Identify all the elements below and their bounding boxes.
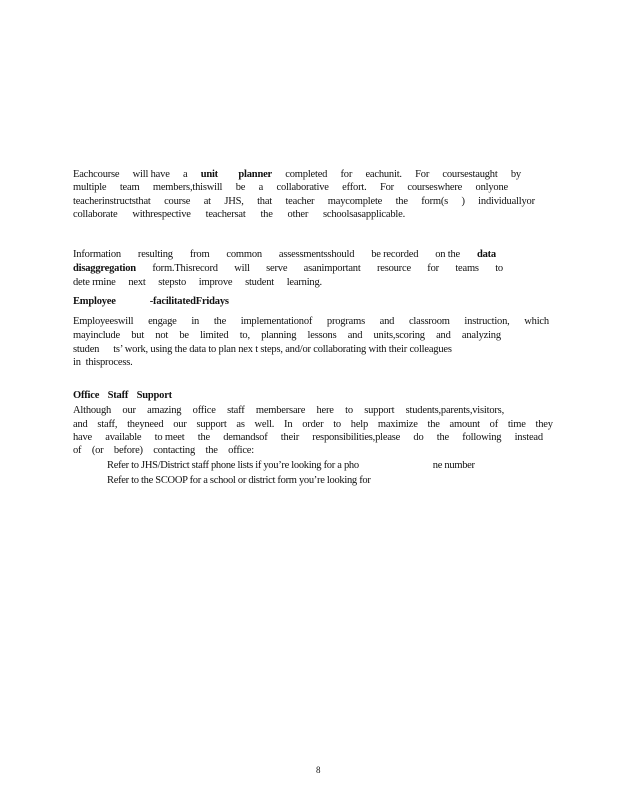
word: on the: [435, 249, 460, 260]
word: theyneed: [127, 419, 164, 430]
word: mayinclude: [73, 330, 120, 341]
heading-word: Office: [73, 390, 100, 401]
word: and: [347, 330, 363, 341]
text-line: [73, 343, 452, 356]
list-item-text: Refer to the SCOOP for a school or district form you’re looking for: [107, 475, 371, 486]
word: onlyone: [475, 182, 508, 193]
text-line: [73, 418, 553, 431]
word: amazing: [147, 405, 182, 416]
word: that: [257, 196, 273, 207]
word: engage: [148, 316, 177, 327]
word: assessmentsshould: [278, 249, 355, 260]
heading-word: Employee: [73, 296, 116, 307]
word: they: [535, 419, 553, 430]
word: following: [462, 432, 502, 443]
word: improve: [198, 277, 233, 288]
word: course: [164, 196, 191, 207]
heading-word: -facilitatedFridays: [149, 296, 229, 307]
word: teacher: [285, 196, 315, 207]
word: as: [236, 419, 245, 430]
word: for: [340, 169, 353, 180]
word: in: [73, 357, 81, 368]
word: thisprocess.: [85, 357, 133, 368]
page-number: 8: [316, 765, 321, 775]
list-item: [89, 460, 475, 471]
word: units,scoring: [373, 330, 425, 341]
word: to: [333, 419, 341, 430]
word: teams: [455, 263, 479, 274]
word: and: [73, 419, 88, 430]
word: students,parents,visitors,: [405, 405, 504, 416]
word: collaborative: [276, 182, 329, 193]
word: office: [192, 405, 216, 416]
word: not: [155, 330, 169, 341]
word: to: [495, 263, 503, 274]
word: and: [436, 330, 451, 341]
word: serve: [266, 263, 288, 274]
word: help: [350, 419, 369, 430]
word: a: [182, 169, 188, 180]
word: be: [235, 182, 246, 193]
word: which: [524, 316, 549, 327]
word: classroom: [408, 316, 450, 327]
word: be recorded: [371, 249, 419, 260]
word: the: [260, 209, 273, 220]
word: responsibilities,please: [312, 432, 401, 443]
word: next: [128, 277, 146, 288]
word: from: [189, 249, 210, 260]
word: Although: [73, 405, 112, 416]
text-line: [73, 276, 322, 289]
word: a: [258, 182, 264, 193]
word: the: [395, 196, 408, 207]
word: and: [379, 316, 395, 327]
word: by: [510, 169, 521, 180]
word: time: [507, 419, 526, 430]
word: common: [226, 249, 262, 260]
word: eachunit.: [365, 169, 402, 180]
word: here: [316, 405, 334, 416]
word: schoolsasapplicable.: [322, 209, 405, 220]
word: asanimportant: [303, 263, 361, 274]
word: our: [122, 405, 136, 416]
word: to: [345, 405, 353, 416]
text-line: [73, 356, 133, 369]
word: office:: [228, 445, 254, 456]
text-line: [73, 168, 521, 181]
word: For: [379, 182, 394, 193]
word: learning.: [286, 277, 322, 288]
word: planning: [261, 330, 297, 341]
word: before): [113, 445, 143, 456]
word: resulting: [137, 249, 173, 260]
list-item-text: ne number: [432, 460, 475, 471]
word: withrespective: [132, 209, 191, 220]
word: but: [131, 330, 145, 341]
text-line: [73, 262, 503, 275]
text-line: [73, 315, 549, 328]
word: members,thiswill: [152, 182, 223, 193]
text-line: [73, 181, 508, 194]
word: studen: [73, 344, 100, 355]
word: for: [427, 263, 439, 274]
word: courseswhere: [407, 182, 463, 193]
word: be: [179, 330, 189, 341]
text-line: [73, 431, 543, 444]
text-line: [73, 329, 501, 342]
word: Information: [73, 249, 121, 260]
text-line: [73, 208, 405, 221]
text-line: [73, 248, 496, 261]
heading-word: Support: [136, 390, 172, 401]
word: individuallyor: [478, 196, 535, 207]
word: resource: [376, 263, 411, 274]
list-item-text: Refer to JHS/District staff phone lists if you’re looking for a pho: [107, 460, 359, 471]
word: team: [119, 182, 140, 193]
word: of: [73, 445, 82, 456]
word: instruction,: [464, 316, 510, 327]
word: (or: [91, 445, 104, 456]
word: completed: [285, 169, 328, 180]
word: the: [197, 432, 210, 443]
word: well.: [254, 419, 275, 430]
word: In: [284, 419, 293, 430]
word: will: [234, 263, 250, 274]
word: staff,: [97, 419, 118, 430]
bold-term: unit planner: [200, 169, 273, 180]
word: form.Thisrecord: [152, 263, 218, 274]
word: teachersat: [205, 209, 246, 220]
word: coursestaught: [442, 169, 498, 180]
word: other: [287, 209, 309, 220]
word: support: [364, 405, 395, 416]
list-item: [89, 475, 371, 486]
word: to meet: [154, 432, 185, 443]
word: ts’ work, using the data to plan nex t steps, and/or collaborating with their colleagues: [113, 344, 452, 355]
bold-term: disaggregation: [73, 263, 136, 274]
word: analyzing: [461, 330, 501, 341]
word: staff: [227, 405, 245, 416]
word: membersare: [255, 405, 306, 416]
word: to,: [239, 330, 250, 341]
word: maycomplete: [327, 196, 383, 207]
word: support: [196, 419, 227, 430]
word: the: [213, 316, 227, 327]
word: limited: [200, 330, 229, 341]
word: at: [203, 196, 211, 207]
section-heading-fridays: [73, 296, 229, 307]
section-heading-office: [73, 390, 172, 401]
word: student: [245, 277, 275, 288]
word: Employeeswill: [73, 316, 134, 327]
word: lessons: [307, 330, 337, 341]
word: the: [427, 419, 440, 430]
word: their: [280, 432, 300, 443]
word: demandsof: [223, 432, 268, 443]
word: do: [413, 432, 424, 443]
word: maximize: [377, 419, 418, 430]
word: the: [205, 445, 218, 456]
word: contacting: [153, 445, 196, 456]
word: our: [173, 419, 187, 430]
word: amount: [449, 419, 480, 430]
word: For: [415, 169, 430, 180]
word: effort.: [342, 182, 367, 193]
word: will have: [132, 169, 170, 180]
text-line: [73, 404, 504, 417]
bold-term: data: [476, 249, 496, 260]
word: of: [489, 419, 499, 430]
word: form(s: [421, 196, 449, 207]
word: collaborate: [73, 209, 118, 220]
word: stepsto: [158, 277, 187, 288]
word: multiple: [73, 182, 107, 193]
word: implementationof: [240, 316, 313, 327]
text-line: [73, 444, 254, 457]
word: Eachcourse: [73, 169, 120, 180]
word: programs: [326, 316, 365, 327]
text-line: [73, 195, 535, 208]
word: have: [73, 432, 93, 443]
word: in: [191, 316, 200, 327]
word: teacherinstructsthat: [73, 196, 151, 207]
word: available: [105, 432, 142, 443]
word: instead: [514, 432, 543, 443]
word: order: [302, 419, 324, 430]
heading-word: Staff: [107, 390, 129, 401]
word: the: [436, 432, 450, 443]
word: ): [461, 196, 465, 207]
word: dete rmine: [73, 277, 116, 288]
word: JHS,: [224, 196, 244, 207]
